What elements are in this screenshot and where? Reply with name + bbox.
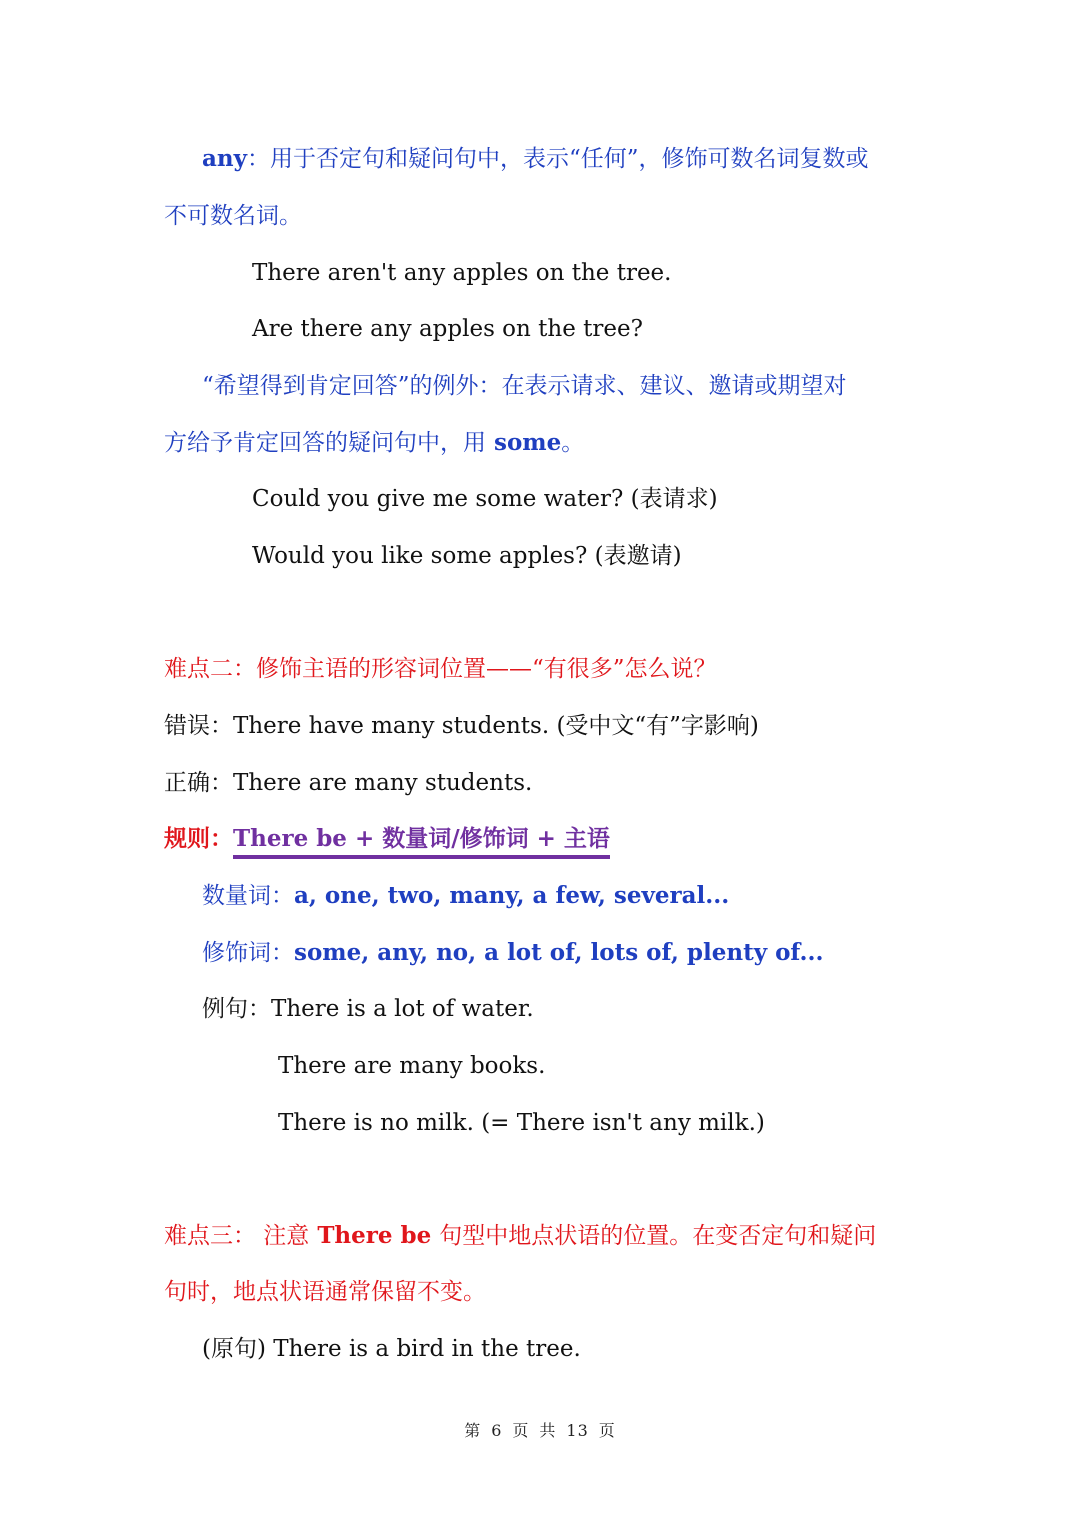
difficulty3-heading-line2: 句时，地点状语通常保留不变。 [164, 1279, 486, 1305]
rule-formula: There be + 数量词/修饰词 + 主语 [233, 824, 610, 859]
difficulty3-suffix: 句型中地点状语的位置。在变否定句和疑问 [439, 1223, 877, 1249]
example-sentence: There are many books. [278, 1053, 546, 1079]
example-label: 例句： [202, 996, 271, 1022]
quantifier-label: 数量词： [202, 883, 294, 909]
exception-line1: “希望得到肯定回答”的例外：在表示请求、建议、邀请或期望对 [202, 373, 847, 399]
exception-line2 [164, 427, 584, 459]
difficulty3-heading-line1 [164, 1220, 876, 1252]
rule-label: 规则： [164, 825, 233, 852]
modifier-label: 修饰词： [202, 940, 294, 966]
wrong-text: There have many students. (受中文“有”字影响) [233, 713, 759, 739]
original-label: (原句) [202, 1336, 266, 1362]
quantifier-list: a, one, two, many, a few, several... [294, 882, 730, 909]
wrong-example-line [164, 710, 759, 742]
page-footer [0, 1418, 1080, 1441]
wrong-label: 错误： [164, 713, 233, 739]
difficulty2-heading: 难点二：修饰主语的形容词位置——“有很多”怎么说？ [164, 656, 717, 682]
quantifier-line [202, 880, 729, 912]
example-sentence: Could you give me some water? (表请求) [252, 486, 718, 512]
footer-page-label: 第 [464, 1421, 482, 1440]
any-definition-line2: 不可数名词。 [164, 203, 302, 229]
correct-example-line [164, 767, 532, 799]
example-sentence: There is no milk. (= There isn't any milk.) [278, 1110, 765, 1136]
modifier-line [202, 937, 824, 969]
exception-line2-prefix: 方给予肯定回答的疑问句中，用 [164, 430, 486, 456]
term-there-be: There be [309, 1222, 440, 1249]
correct-text: There are many students. [233, 770, 533, 796]
any-definition-line1 [202, 143, 869, 175]
example-sentence: There is a lot of water. [271, 996, 534, 1022]
example-sentence: Would you like some apples? (表邀请) [252, 543, 682, 569]
page-number: 6 [491, 1421, 503, 1440]
original-sentence-line [202, 1333, 581, 1365]
example-line [202, 993, 534, 1025]
any-desc-line1: 用于否定句和疑问句中，表示“任何”，修饰可数名词复数或 [270, 146, 869, 172]
difficulty3-prefix: 难点三： 注意 [164, 1223, 310, 1249]
colon: ： [247, 146, 270, 172]
rule-line [164, 823, 610, 859]
example-sentence: Are there any apples on the tree? [252, 316, 643, 342]
period: 。 [561, 430, 585, 456]
term-any: any [202, 145, 247, 172]
correct-label: 正确： [164, 770, 233, 796]
footer-total-unit: 页 [598, 1421, 616, 1440]
footer-page-unit: 页 [512, 1421, 530, 1440]
example-sentence: There aren't any apples on the tree. [252, 260, 672, 286]
original-sentence: There is a bird in the tree. [265, 1336, 581, 1362]
total-pages: 13 [566, 1421, 589, 1440]
term-some: some [486, 429, 562, 456]
footer-total-label: 共 [539, 1421, 557, 1440]
modifier-list: some, any, no, a lot of, lots of, plenty of... [294, 939, 824, 966]
